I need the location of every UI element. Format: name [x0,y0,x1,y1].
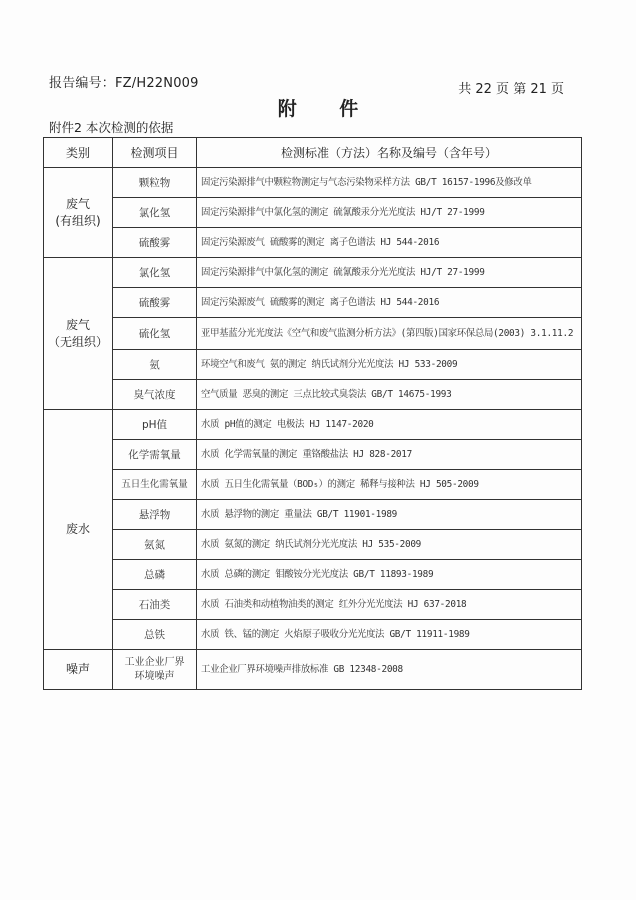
page-title [0,94,636,121]
table-row [44,530,582,560]
page-title-text: 附 件 [277,98,377,120]
table-row [44,470,582,500]
standard-cell: 水质 总磷的测定 钼酸铵分光光度法 GB/T 11893-1989 [197,560,582,590]
item-cell: 悬浮物 [113,500,197,530]
testing-basis-table [43,137,582,690]
standard-cell: 水质 悬浮物的测定 重量法 GB/T 11901-1989 [197,500,582,530]
standard-cell: 水质 石油类和动植物油类的测定 红外分光光度法 HJ 637-2018 [197,590,582,620]
standard-cell: 水质 五日生化需氧量（BOD₅）的测定 稀释与接种法 HJ 505-2009 [197,470,582,500]
standard-cell: 水质 pH值的测定 电极法 HJ 1147-2020 [197,410,582,440]
table-row [44,560,582,590]
table-row [44,650,582,690]
item-cell: 总铁 [113,620,197,650]
standard-cell: 环境空气和废气 氨的测定 纳氏试剂分光光度法 HJ 533-2009 [197,350,582,380]
item-cell: 氯化氢 [113,258,197,288]
category-cell-wastewater: 废水 [44,410,113,650]
item-cell: 氯化氢 [113,198,197,228]
table-row [44,198,582,228]
attachment-subtitle: 附件2 本次检测的依据 [49,120,174,135]
standard-cell: 水质 化学需氧量的测定 重铬酸盐法 HJ 828-2017 [197,440,582,470]
table-row [44,440,582,470]
standard-cell: 亚甲基蓝分光光度法《空气和废气监测分析方法》(第四版)国家环保总局(2003) 3.1.11.2 [197,318,582,350]
standard-cell: 工业企业厂界环境噪声排放标准 GB 12348-2008 [197,650,582,690]
standard-cell: 空气质量 恶臭的测定 三点比较式臭袋法 GB/T 14675-1993 [197,380,582,410]
column-header-category: 类别 [44,138,113,168]
page-count: 共 22 页 第 21 页 [458,82,564,97]
table-row [44,318,582,350]
item-cell: 臭气浓度 [113,380,197,410]
item-cell: 氨氮 [113,530,197,560]
table-header-row [44,138,582,168]
table-row [44,288,582,318]
item-cell: 总磷 [113,560,197,590]
table-row [44,620,582,650]
standard-cell: 水质 氨氮的测定 纳氏试剂分光光度法 HJ 535-2009 [197,530,582,560]
table-row [44,258,582,288]
item-cell: 颗粒物 [113,168,197,198]
item-cell: 五日生化需氧量 [113,470,197,500]
category-cell-noise: 噪声 [44,650,113,690]
item-cell: 硫化氢 [113,318,197,350]
column-header-standard: 检测标准（方法）名称及编号（含年号） [197,138,582,168]
table-row [44,500,582,530]
table-row [44,168,582,198]
standard-cell: 固定污染源废气 硫酸雾的测定 离子色谱法 HJ 544-2016 [197,228,582,258]
category-cell-organized-exhaust: 废气 (有组织) [44,168,113,258]
table-row [44,350,582,380]
category-cell-unorganized-exhaust: 废气 （无组织） [44,258,113,410]
item-cell: 氨 [113,350,197,380]
standard-cell: 固定污染源废气 硫酸雾的测定 离子色谱法 HJ 544-2016 [197,288,582,318]
item-cell: 硫酸雾 [113,228,197,258]
item-cell: 石油类 [113,590,197,620]
table-row [44,228,582,258]
table-row [44,410,582,440]
item-cell: pH值 [113,410,197,440]
standard-cell: 固定污染源排气中氯化氢的测定 硫氰酸汞分光光度法 HJ/T 27-1999 [197,258,582,288]
standard-cell: 固定污染源排气中颗粒物测定与气态污染物采样方法 GB/T 16157-1996及修改单 [197,168,582,198]
report-number: 报告编号：FZ/H22N009 [49,76,199,91]
item-cell: 硫酸雾 [113,288,197,318]
standard-cell: 水质 铁、锰的测定 火焰原子吸收分光光度法 GB/T 11911-1989 [197,620,582,650]
item-cell: 化学需氧量 [113,440,197,470]
table-row [44,380,582,410]
standard-cell: 固定污染源排气中氯化氢的测定 硫氰酸汞分光光度法 HJ/T 27-1999 [197,198,582,228]
table-row [44,590,582,620]
item-cell: 工业企业厂界 环境噪声 [113,650,197,690]
column-header-item: 检测项目 [113,138,197,168]
